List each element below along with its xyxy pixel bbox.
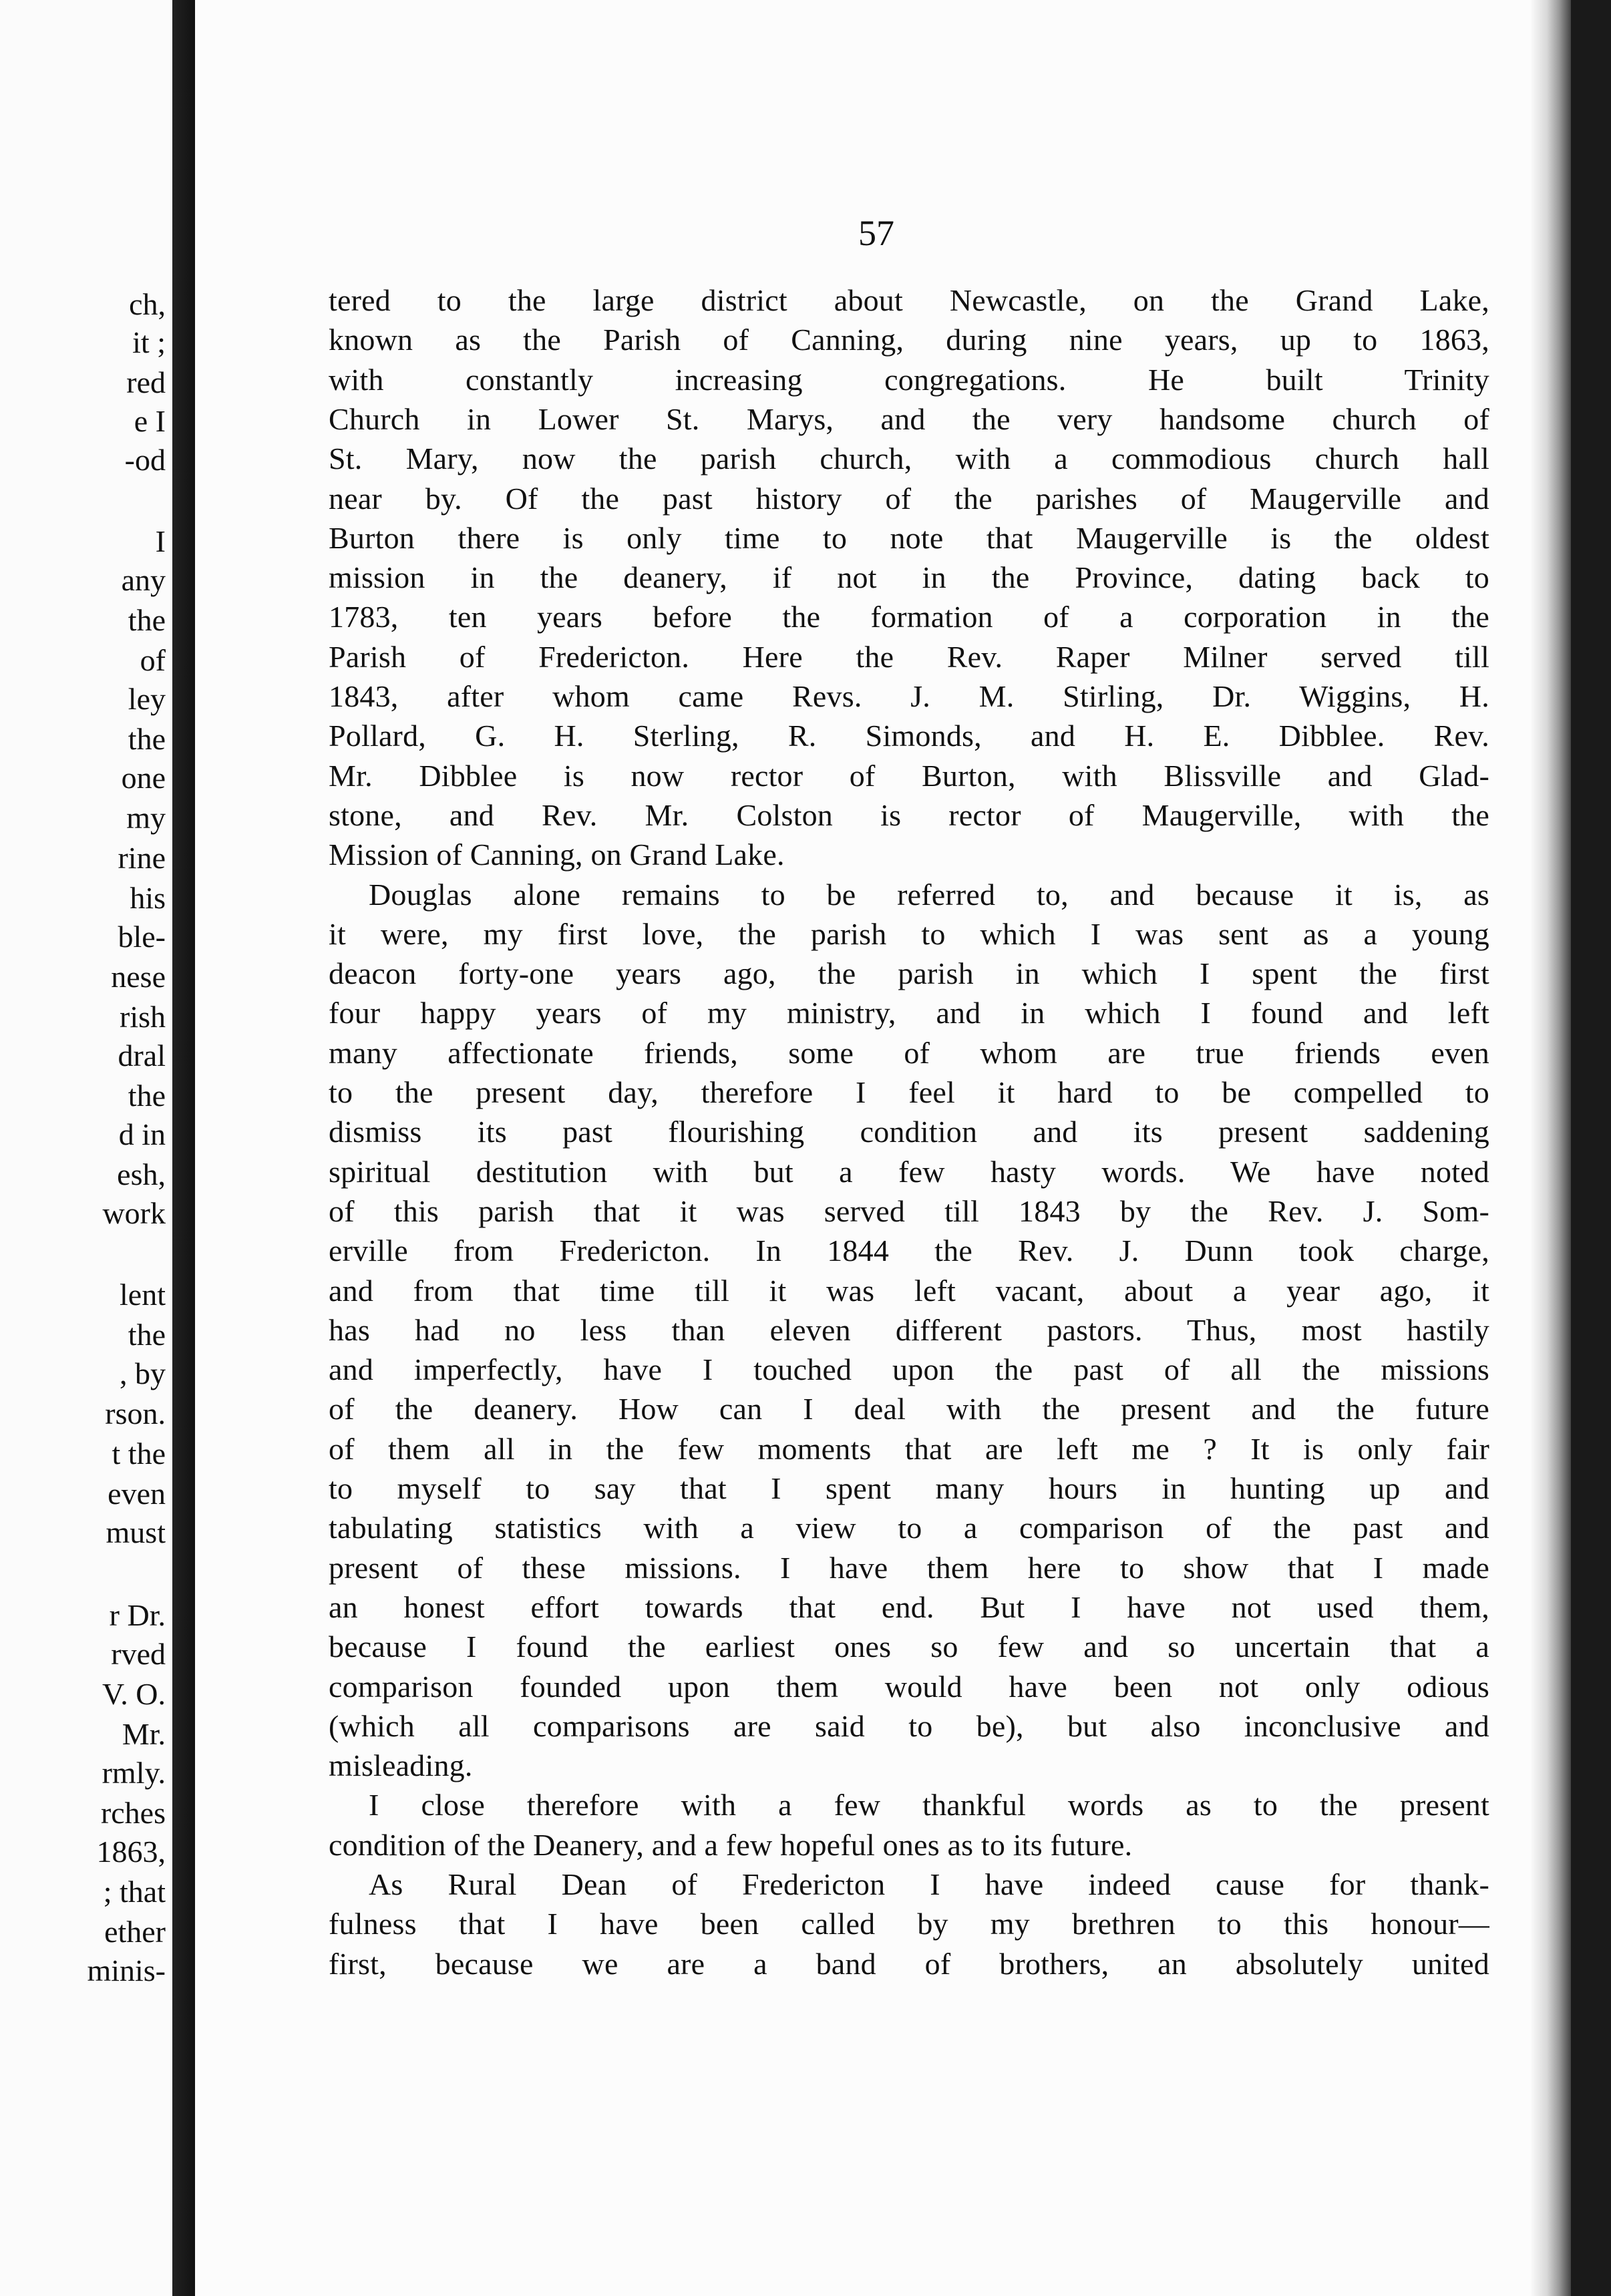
facing-page-line: rson.	[105, 1396, 166, 1430]
facing-page-line: t the	[112, 1437, 166, 1471]
facing-page-line: it ;	[132, 325, 166, 359]
text-line: fulness that I have been called by my brethren to this honour—	[329, 1907, 1489, 1941]
facing-page-line: dral	[118, 1038, 166, 1073]
text-line: of this parish that it was served till 1843 by the Rev. J. Som-	[329, 1193, 1489, 1228]
text-line: to the present day, therefore I feel it hard to be compelled to	[329, 1075, 1489, 1109]
facing-page-line: 1863,	[96, 1835, 166, 1869]
text-line: Church in Lower St. Marys, and the very handsome church of	[329, 401, 1489, 436]
facing-page-line: rmly.	[102, 1756, 166, 1790]
text-line: As Rural Dean of Fredericton I have indeed cause for thank-	[369, 1867, 1489, 1901]
facing-page-line: rine	[118, 841, 166, 875]
facing-page-line: his	[130, 881, 166, 915]
text-line: has had no less than eleven different pastors. Thus, most hastily	[329, 1312, 1489, 1347]
text-line: tered to the large district about Newcastle, on the Grand Lake,	[329, 283, 1489, 317]
text-line: Mission of Canning, on Grand Lake.	[329, 837, 785, 872]
facing-page-line: my	[126, 801, 166, 835]
text-line: and imperfectly, have I touched upon the past of all the missions	[329, 1352, 1489, 1387]
text-line: Douglas alone remains to be referred to, and because it is, as	[369, 877, 1489, 912]
text-line: (which all comparisons are said to be), but also inconclusive and	[329, 1708, 1489, 1743]
text-line: 1783, ten years before the formation of a corporation in the	[329, 600, 1489, 634]
text-line: tabulating statistics with a view to a comparison of the past and	[329, 1511, 1489, 1545]
page-edge-shadow	[1531, 0, 1571, 2296]
facing-page-line: esh,	[117, 1157, 166, 1191]
facing-page-line: e I	[134, 404, 166, 438]
facing-page-line: of	[140, 643, 166, 677]
text-line: erville from Fredericton. In 1844 the Rev. J. Dunn took charge,	[329, 1233, 1489, 1268]
facing-page-line: the	[128, 603, 166, 637]
text-line: present of these missions. I have them here to show that I made	[329, 1550, 1489, 1585]
text-line: first, because we are a band of brothers, an absolutely united	[329, 1946, 1489, 1981]
facing-page-line: ble-	[118, 920, 166, 954]
facing-page-line: , by	[120, 1356, 166, 1390]
book-page	[195, 0, 1571, 2296]
text-line: known as the Parish of Canning, during nine years, up to 1863,	[329, 323, 1489, 357]
facing-page-line: work	[102, 1196, 166, 1230]
text-line: near by. Of the past history of the parishes of Maugerville and	[329, 481, 1489, 516]
facing-page-line: d in	[118, 1117, 166, 1151]
facing-page-line: ch,	[129, 287, 166, 321]
text-line: Mr. Dibblee is now rector of Burton, with Blissville and Glad-	[329, 758, 1489, 793]
text-line: stone, and Rev. Mr. Colston is rector of Maugerville, with the	[329, 797, 1489, 832]
text-line: to myself to say that I spent many hours in hunting up and	[329, 1471, 1489, 1505]
facing-page-line: must	[106, 1515, 166, 1549]
facing-page-line: ; that	[103, 1875, 166, 1909]
facing-page-line: even	[108, 1477, 166, 1511]
text-line: dismiss its past flourishing condition and its present saddening	[329, 1115, 1489, 1149]
text-line: I close therefore with a few thankful words as to the present	[369, 1788, 1489, 1823]
facing-page-line: rved	[111, 1637, 166, 1671]
facing-page-line: V. O.	[102, 1677, 166, 1711]
facing-page-line: -od	[124, 443, 166, 477]
facing-page-line: ley	[128, 682, 166, 716]
text-line: Parish of Fredericton. Here the Rev. Raper Milner served till	[329, 639, 1489, 674]
text-line: because I found the earliest ones so few and so uncertain that a	[329, 1630, 1489, 1664]
facing-page-line: nese	[111, 960, 166, 994]
scan-border	[1571, 0, 1611, 2296]
facing-page-line: minis-	[87, 1953, 166, 1987]
text-line: Pollard, G. H. Sterling, R. Simonds, and H. E. Dibblee. Rev.	[329, 719, 1489, 753]
text-line: condition of the Deanery, and a few hopeful ones as to its future.	[329, 1827, 1133, 1862]
page-number: 57	[858, 213, 894, 253]
facing-page-line: rish	[120, 1000, 166, 1034]
text-line: many affectionate friends, some of whom are true friends even	[329, 1035, 1489, 1070]
facing-page-line: the	[128, 1318, 166, 1352]
text-line: and from that time till it was left vacant, about a year ago, it	[329, 1273, 1489, 1308]
text-line: an honest effort towards that end. But I have not used them,	[329, 1589, 1489, 1624]
facing-page-line: lent	[120, 1278, 166, 1312]
text-line: mission in the deanery, if not in the Province, dating back to	[329, 560, 1489, 595]
facing-page	[0, 0, 172, 2296]
text-line: with constantly increasing congregations. He built Trinity	[329, 362, 1489, 397]
book-gutter	[172, 0, 195, 2296]
facing-page-line: the	[128, 1079, 166, 1113]
text-line: of the deanery. How can I deal with the present and the future	[329, 1392, 1489, 1426]
facing-page-line: I	[155, 524, 166, 558]
text-line: misleading.	[329, 1748, 473, 1783]
text-line: Burton there is only time to note that Maugerville is the oldest	[329, 520, 1489, 555]
facing-page-line: rches	[100, 1796, 166, 1830]
facing-page-line: any	[121, 563, 166, 597]
text-line: 1843, after whom came Revs. J. M. Stirling, Dr. Wiggins, H.	[329, 679, 1489, 713]
text-line: St. Mary, now the parish church, with a commodious church hall	[329, 441, 1489, 476]
facing-page-line: one	[121, 761, 166, 795]
text-line: it were, my first love, the parish to which I was sent as a young	[329, 916, 1489, 951]
text-line: comparison founded upon them would have been not only odious	[329, 1669, 1489, 1704]
facing-page-line: red	[126, 365, 166, 399]
text-line: four happy years of my ministry, and in which I found and left	[329, 996, 1489, 1030]
text-line: of them all in the few moments that are left me ? It is only fair	[329, 1431, 1489, 1466]
text-line: spiritual destitution with but a few hasty words. We have noted	[329, 1154, 1489, 1189]
facing-page-line: ether	[104, 1915, 166, 1949]
facing-page-line: the	[128, 722, 166, 756]
text-line: deacon forty-one years ago, the parish in which I spent the first	[329, 956, 1489, 991]
facing-page-line: r Dr.	[109, 1598, 166, 1632]
facing-page-line: Mr.	[122, 1717, 166, 1751]
